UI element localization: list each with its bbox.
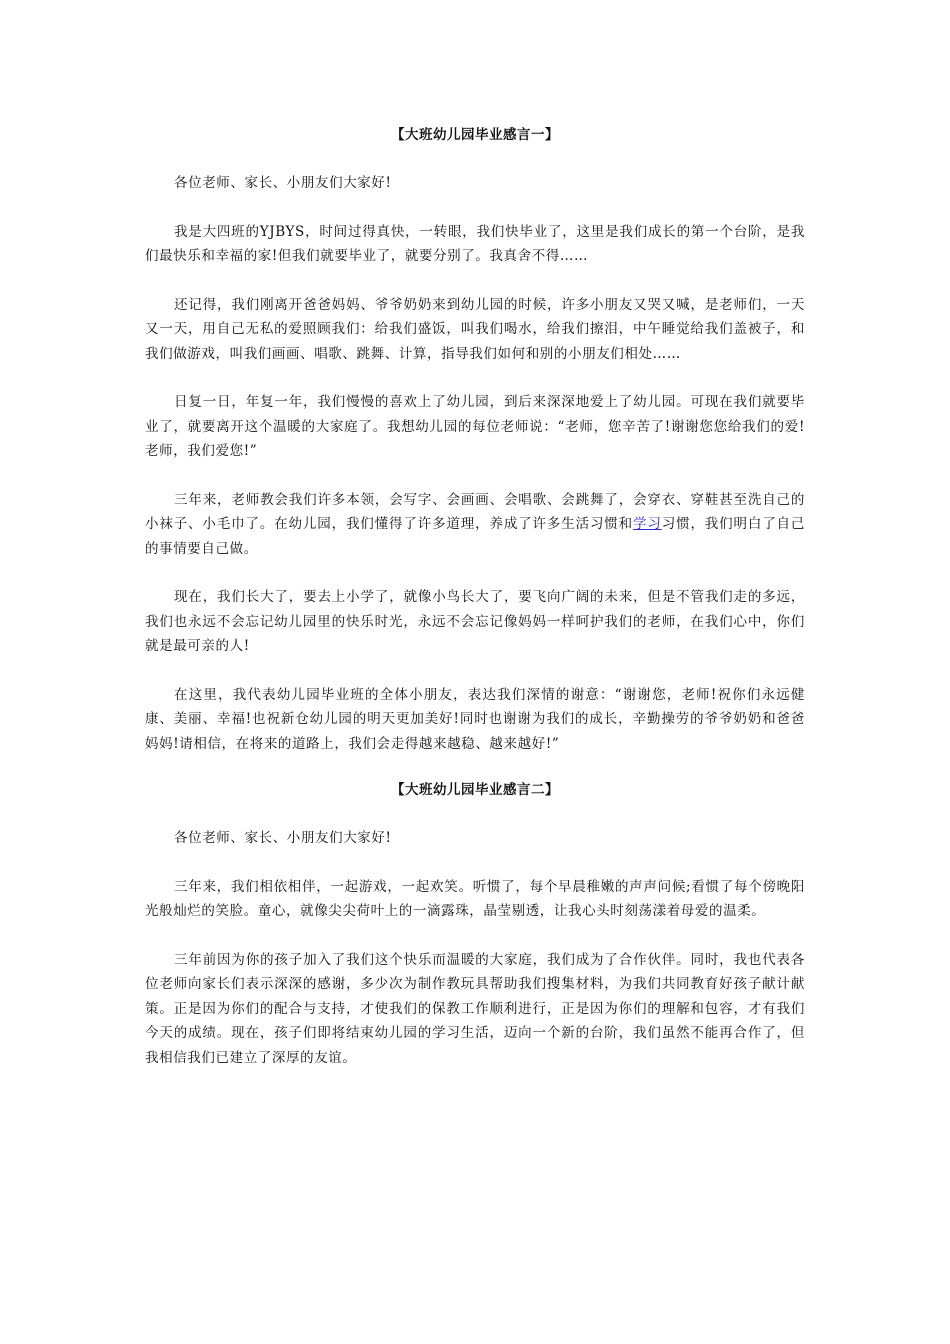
section-2-paragraph-3: 三年前因为你的孩子加入了我们这个快乐而温暖的大家庭，我们成为了合作伙伴。同时，我也代表各位老师向家长们表示深深的感谢，多少次为制作教玩具帮助我们搜集材料，为我们共同教育好孩子献计献策。正是因为你们的配合与支持，才使我们的保教工作顺利进行，正是因为你们的理解和包容，才有我们今天的成绩。现在，孩子们即将结束幼儿园的学习生活，迈向一个新的台阶，我们虽然不能再合作了，但我相信我们已建立了深厚的友谊。 (145, 951, 805, 1066)
section-2-heading: 【大班幼儿园毕业感言二】 (391, 782, 559, 798)
section-1-paragraph-2: 我是大四班的YJBYS，时间过得真快，一转眼，我们快毕业了，这里是我们成长的第一个台阶，是我们最快乐和幸福的家!但我们就要毕业了，就要分别了。我真舍不得…… (145, 223, 805, 264)
section-1-paragraph-3: 还记得，我们刚离开爸爸妈妈、爷爷奶奶来到幼儿园的时候，许多小朋友又哭又喊，是老师们，一天又一天，用自己无私的爱照顾我们：给我们盛饭，叫我们喝水，给我们擦泪，中午睡觉给我们盖被子，和我们做游戏，叫我们画画、唱歌、跳舞、计算，指导我们如何和别的小朋友们相处…… (145, 296, 805, 362)
paragraph-text-after-link: 习惯，我们明白了自己的事情要自己做。 (145, 516, 806, 557)
section-1-paragraph-7: 在这里，我代表幼儿园毕业班的全体小朋友，表达我们深情的谢意：“谢谢您，老师!祝你们永远健康、美丽、幸福!也祝新仓幼儿园的明天更加美好!同时也谢谢为我们的成长，辛勤操劳的爷爷奶奶和爸爸妈妈!请相信，在将来的道路上，我们会走得越来越稳、越来越好!” (145, 686, 805, 752)
section-1-paragraph-5 (145, 488, 805, 562)
study-link[interactable]: 学习 (633, 516, 662, 532)
section-1-paragraph-4: 日复一日，年复一年，我们慢慢的喜欢上了幼儿园，到后来深深地爱上了幼儿园。可现在我们就要毕业了，就要离开这个温暖的大家庭了。我想幼儿园的每位老师说：“老师，您辛苦了!谢谢您您给我们的爱!老师，我们爱您!” (145, 394, 805, 459)
section-1-heading: 【大班幼儿园毕业感言一】 (391, 127, 559, 143)
section-2-paragraph-2: 三年来，我们相依相伴，一起游戏，一起欢笑。听惯了，每个早晨稚嫩的声声问候;看惯了每个傍晚阳光般灿烂的笑脸。童心，就像尖尖荷叶上的一滴露珠，晶莹剔透，让我心头时刻荡漾着母爱的温柔。 (145, 878, 805, 919)
section-1-paragraph-1: 各位老师、家长、小朋友们大家好! (174, 175, 392, 191)
paragraph-text-before-link: 三年来，老师教会我们许多本领，会写字、会画画、会唱歌、会跳舞了，会穿衣、穿鞋甚至洗自己的小袜子、小毛巾了。在幼儿园，我们懂得了许多道理，养成了许多生活习惯和 (145, 491, 805, 532)
section-1-paragraph-6: 现在，我们长大了，要去上小学了，就像小鸟长大了，要飞向广阔的未来，但是不管我们走的多远，我们也永远不会忘记幼儿园里的快乐时光，永远不会忘记像妈妈一样呵护我们的老师，在我们心中，你们就是最可亲的人! (145, 589, 805, 654)
section-2-paragraph-1: 各位老师、家长、小朋友们大家好! (174, 830, 392, 846)
document-page (145, 122, 805, 1070)
